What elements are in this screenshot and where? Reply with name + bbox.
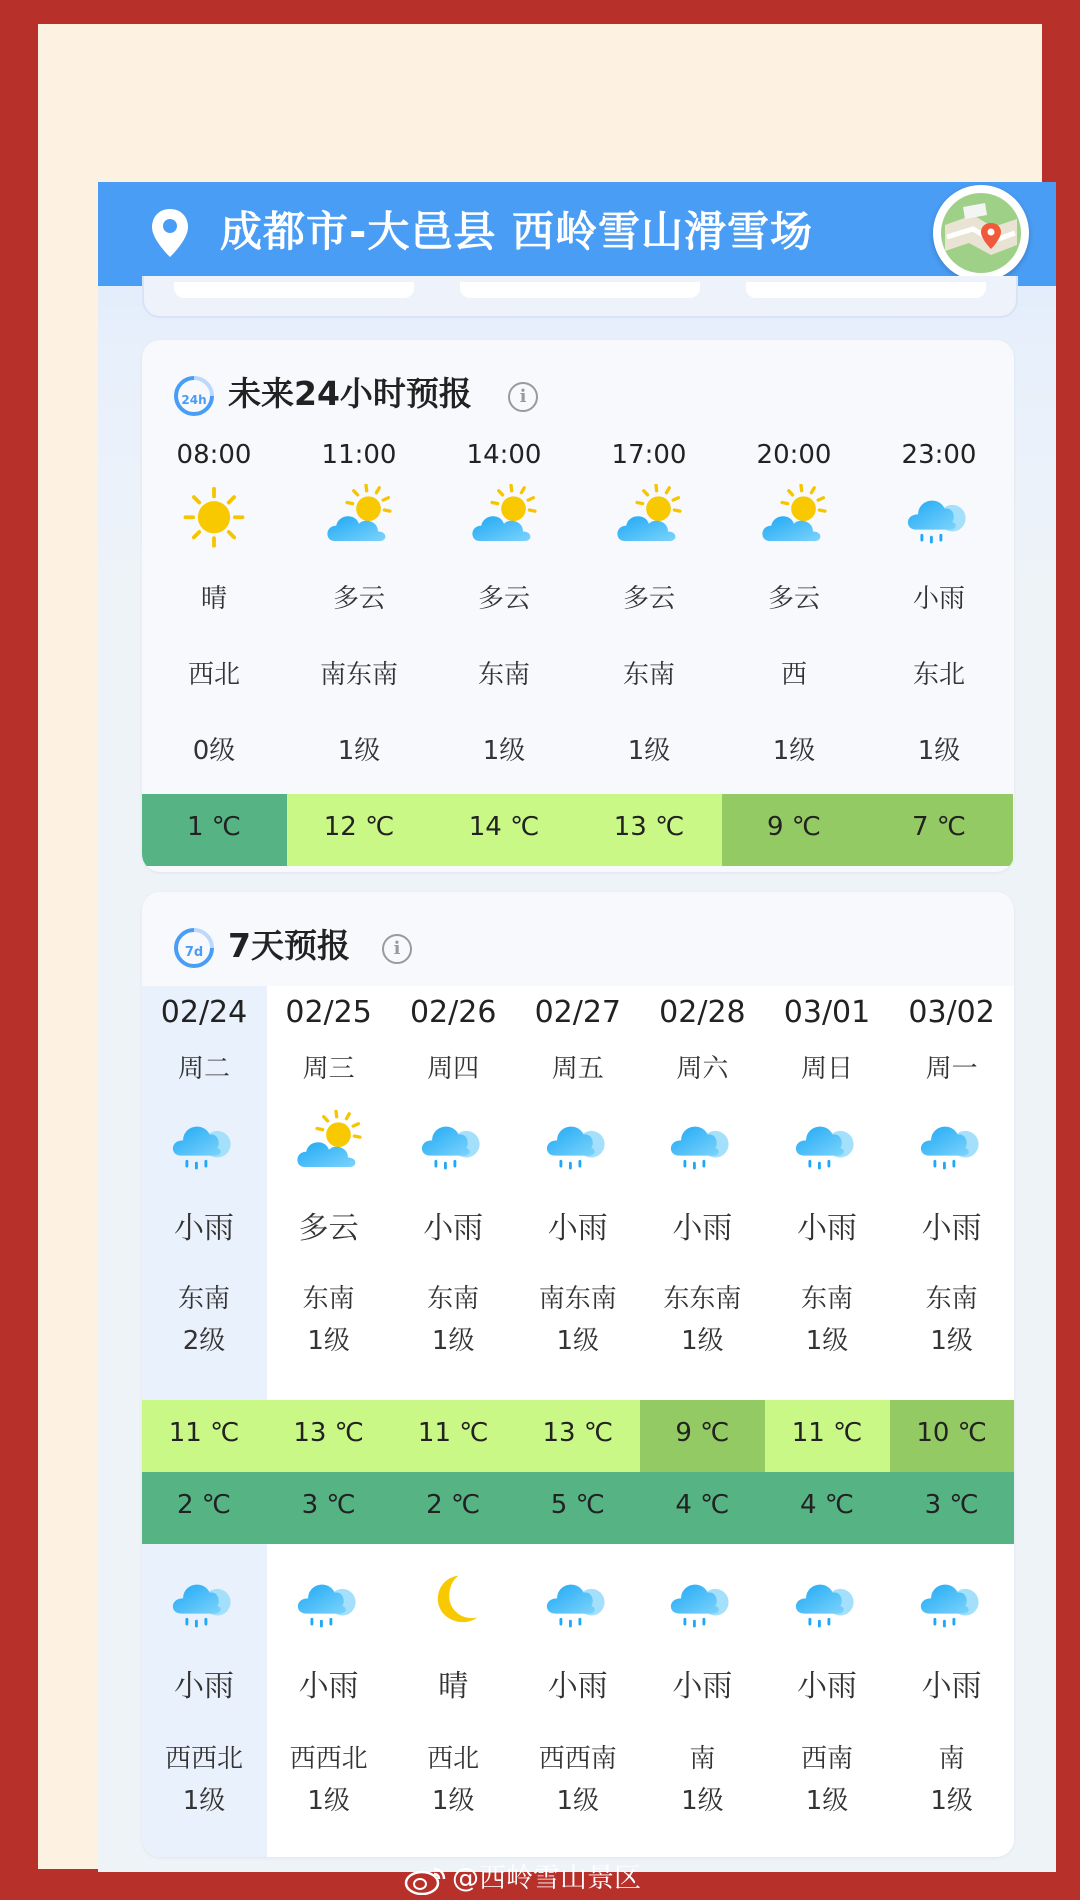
hourly-item[interactable] bbox=[577, 340, 721, 872]
daily-low-temp: 4 ℃ bbox=[675, 1490, 730, 1520]
daily-day-wind-level: 1级 bbox=[805, 1326, 849, 1356]
location-pin-icon bbox=[150, 207, 190, 259]
daily-night-weather: 小雨 bbox=[672, 1669, 733, 1704]
light-rain-icon bbox=[914, 1110, 990, 1177]
daily-date: 03/01 bbox=[783, 995, 871, 1030]
daily-weekday: 周五 bbox=[551, 1054, 604, 1084]
daily-day-wind-level: 1级 bbox=[930, 1326, 973, 1356]
hourly-time: 14:00 bbox=[466, 440, 542, 470]
daily-weekday: 周三 bbox=[302, 1054, 355, 1084]
hourly-forecast-card bbox=[142, 340, 1014, 872]
daily-low-temp: 3 ℃ bbox=[924, 1490, 979, 1520]
daily-day-wind-direction: 东东南 bbox=[663, 1284, 742, 1314]
light-rain-icon bbox=[166, 1110, 242, 1177]
daily-night-weather: 小雨 bbox=[298, 1669, 359, 1704]
info-icon[interactable]: i bbox=[382, 934, 412, 964]
daily-high-temp: 11 ℃ bbox=[791, 1418, 863, 1448]
light-rain-icon bbox=[540, 1568, 616, 1635]
hourly-time: 11:00 bbox=[321, 440, 397, 470]
daily-low-temp: 5 ℃ bbox=[550, 1490, 605, 1520]
daily-high-temp: 10 ℃ bbox=[916, 1418, 987, 1448]
daily-weekday: 周一 bbox=[925, 1054, 978, 1084]
watermark-text: @西岭雪山景区 bbox=[452, 1863, 641, 1894]
partly-cloudy-icon bbox=[466, 484, 542, 551]
daily-weekday: 周六 bbox=[676, 1054, 729, 1084]
daily-low-temp: 3 ℃ bbox=[301, 1490, 356, 1520]
daily-night-wind-direction: 西北 bbox=[427, 1744, 480, 1774]
daily-item[interactable] bbox=[267, 892, 391, 1857]
daily-item[interactable] bbox=[142, 892, 266, 1857]
hourly-time: 23:00 bbox=[901, 440, 977, 470]
hourly-weather: 多云 bbox=[477, 584, 530, 614]
hourly-temperature: 9 ℃ bbox=[766, 812, 821, 842]
daily-day-weather: 小雨 bbox=[921, 1211, 982, 1246]
hourly-wind-level: 0级 bbox=[192, 736, 236, 766]
daily-night-wind-direction: 西西北 bbox=[164, 1744, 243, 1774]
daily-night-wind-level: 1级 bbox=[681, 1786, 724, 1816]
daily-high-temp: 11 ℃ bbox=[417, 1418, 489, 1448]
daily-day-wind-direction: 东南 bbox=[800, 1284, 853, 1314]
daily-date: 02/25 bbox=[285, 995, 372, 1030]
daily-low-temp: 2 ℃ bbox=[176, 1490, 231, 1520]
daily-day-wind-level: 1级 bbox=[556, 1326, 600, 1356]
daily-night-wind-direction: 西南 bbox=[800, 1744, 853, 1774]
daily-day-wind-level: 1级 bbox=[307, 1326, 350, 1356]
daily-day-wind-level: 1级 bbox=[681, 1326, 724, 1356]
light-rain-icon bbox=[789, 1568, 865, 1635]
moon-icon bbox=[415, 1568, 491, 1635]
hourly-item[interactable] bbox=[142, 340, 286, 872]
daily-night-wind-level: 1级 bbox=[182, 1786, 226, 1816]
hourly-wind-level: 1级 bbox=[337, 736, 381, 766]
daily-night-weather: 小雨 bbox=[174, 1669, 234, 1704]
daily-night-weather: 小雨 bbox=[547, 1669, 608, 1704]
hourly-wind-direction: 东南 bbox=[477, 660, 530, 690]
daily-day-wind-level: 2级 bbox=[182, 1326, 226, 1356]
light-rain-icon bbox=[415, 1110, 491, 1177]
light-rain-icon bbox=[664, 1568, 740, 1635]
hourly-temperature: 1 ℃ bbox=[186, 812, 241, 842]
hourly-forecast-title: 未来24小时预报 bbox=[228, 374, 472, 413]
daily-day-wind-direction: 东南 bbox=[177, 1284, 230, 1314]
hourly-wind-direction: 东南 bbox=[622, 660, 675, 690]
daily-item[interactable] bbox=[640, 892, 764, 1857]
daily-night-wind-direction: 西西北 bbox=[289, 1744, 368, 1774]
hourly-wind-level: 1级 bbox=[917, 736, 961, 766]
daily-high-temp: 13 ℃ bbox=[542, 1418, 614, 1448]
daily-date: 02/24 bbox=[160, 995, 248, 1030]
daily-day-weather: 小雨 bbox=[672, 1211, 733, 1246]
hourly-wind-level: 1级 bbox=[482, 736, 526, 766]
hourly-weather: 晴 bbox=[200, 584, 227, 614]
daily-day-wind-direction: 东南 bbox=[302, 1284, 355, 1314]
daily-item[interactable] bbox=[765, 892, 889, 1857]
hourly-temperature: 13 ℃ bbox=[613, 812, 685, 842]
hourly-time: 08:00 bbox=[176, 440, 252, 470]
hourly-wind-direction: 西北 bbox=[187, 660, 240, 690]
daily-night-wind-level: 1级 bbox=[431, 1786, 475, 1816]
daily-night-weather: 晴 bbox=[438, 1669, 469, 1704]
hourly-wind-level: 1级 bbox=[772, 736, 816, 766]
hourly-weather: 多云 bbox=[767, 584, 820, 614]
hourly-weather: 多云 bbox=[622, 584, 675, 614]
location-title: 成都市-大邑县 西岭雪山滑雪场 bbox=[220, 207, 814, 256]
partly-cloudy-icon bbox=[611, 484, 687, 551]
daily-day-wind-direction: 东南 bbox=[925, 1284, 978, 1314]
daily-day-wind-level: 1级 bbox=[431, 1326, 475, 1356]
daily-date: 02/28 bbox=[659, 995, 746, 1030]
light-rain-icon bbox=[540, 1110, 616, 1177]
weibo-icon bbox=[404, 1865, 448, 1895]
hourly-temperature: 7 ℃ bbox=[911, 812, 966, 842]
partly-cloudy-icon bbox=[321, 484, 397, 551]
daily-day-weather: 小雨 bbox=[174, 1211, 234, 1246]
location-header[interactable] bbox=[98, 182, 1056, 286]
weather-app-screenshot bbox=[98, 182, 1056, 1872]
daily-high-temp: 13 ℃ bbox=[293, 1418, 364, 1448]
previous-card-edge bbox=[142, 276, 1018, 318]
hourly-item[interactable] bbox=[287, 340, 431, 872]
daily-night-wind-direction: 南 bbox=[938, 1744, 965, 1774]
daily-weekday: 周二 bbox=[177, 1054, 230, 1084]
daily-high-temp: 9 ℃ bbox=[675, 1418, 730, 1448]
hourly-wind-direction: 东北 bbox=[912, 660, 965, 690]
daily-day-wind-direction: 南东南 bbox=[538, 1284, 617, 1314]
light-rain-icon bbox=[664, 1110, 740, 1177]
daily-low-temp: 4 ℃ bbox=[799, 1490, 854, 1520]
svg-text:24h: 24h bbox=[181, 393, 207, 407]
daily-night-wind-level: 1级 bbox=[805, 1786, 849, 1816]
hourly-wind-direction: 南东南 bbox=[319, 660, 398, 690]
daily-date: 03/02 bbox=[908, 995, 995, 1030]
hourly-weather: 小雨 bbox=[912, 584, 965, 614]
hourly-item[interactable] bbox=[432, 340, 576, 872]
daily-date: 02/26 bbox=[409, 995, 497, 1030]
seven-day-forecast-card bbox=[142, 892, 1014, 1857]
daily-item[interactable] bbox=[890, 892, 1014, 1857]
svg-text:7d: 7d bbox=[184, 945, 204, 960]
seven-day-forecast-title: 7天预报 bbox=[228, 926, 350, 965]
daily-low-temp: 2 ℃ bbox=[426, 1490, 481, 1520]
daily-date: 02/27 bbox=[534, 995, 622, 1030]
daily-night-wind-level: 1级 bbox=[556, 1786, 600, 1816]
daily-night-weather: 小雨 bbox=[921, 1669, 982, 1704]
info-icon[interactable]: i bbox=[508, 382, 538, 412]
light-rain-icon bbox=[291, 1568, 367, 1635]
daily-day-wind-direction: 东南 bbox=[427, 1284, 480, 1314]
daily-night-weather: 小雨 bbox=[797, 1669, 857, 1704]
daily-night-wind-level: 1级 bbox=[930, 1786, 973, 1816]
daily-day-weather: 小雨 bbox=[547, 1211, 608, 1246]
daily-high-temp: 11 ℃ bbox=[168, 1418, 240, 1448]
partly-cloudy-icon bbox=[291, 1110, 367, 1177]
light-rain-icon bbox=[789, 1110, 865, 1177]
daily-day-weather: 小雨 bbox=[423, 1211, 484, 1246]
hourly-temperature: 12 ℃ bbox=[323, 812, 395, 842]
map-icon[interactable] bbox=[933, 185, 1029, 281]
daily-weekday: 周四 bbox=[427, 1054, 480, 1084]
light-rain-icon bbox=[914, 1568, 990, 1635]
daily-item[interactable] bbox=[391, 892, 515, 1857]
sun-icon bbox=[176, 484, 252, 551]
daily-item[interactable] bbox=[516, 892, 640, 1857]
light-rain-icon bbox=[166, 1568, 242, 1635]
daily-day-weather: 小雨 bbox=[797, 1211, 857, 1246]
light-rain-icon bbox=[901, 484, 977, 551]
hourly-item[interactable] bbox=[722, 340, 866, 872]
weibo-watermark bbox=[404, 1856, 641, 1895]
hourly-temperature: 14 ℃ bbox=[468, 812, 540, 842]
daily-night-wind-direction: 西西南 bbox=[538, 1744, 617, 1774]
poster-frame bbox=[38, 24, 1042, 1869]
daily-weekday: 周日 bbox=[800, 1054, 853, 1084]
hourly-wind-direction: 西 bbox=[780, 660, 807, 690]
hourly-time: 17:00 bbox=[611, 440, 687, 470]
partly-cloudy-icon bbox=[756, 484, 832, 551]
daily-night-wind-direction: 南 bbox=[689, 1744, 716, 1774]
daily-night-wind-level: 1级 bbox=[307, 1786, 350, 1816]
hourly-item[interactable] bbox=[867, 340, 1011, 872]
hourly-time: 20:00 bbox=[756, 440, 832, 470]
hourly-wind-level: 1级 bbox=[627, 736, 671, 766]
hourly-weather: 多云 bbox=[332, 584, 385, 614]
daily-day-weather: 多云 bbox=[298, 1211, 359, 1246]
